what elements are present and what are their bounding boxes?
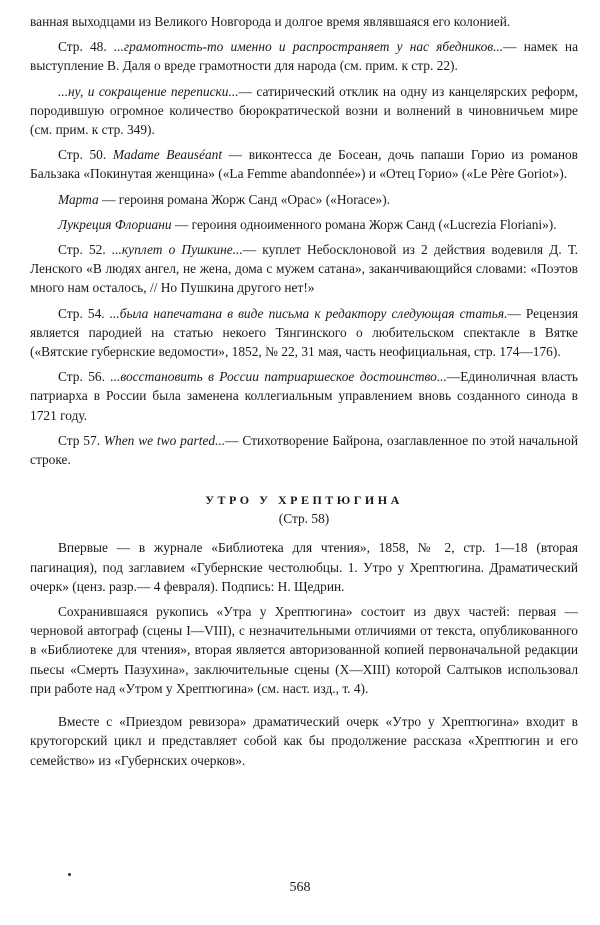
section-paragraph-3: Вместе с «Приездом ревизора» драматический очерк «Утро у Хрептюгина» входит в крутогорский цикл и представляет собой как бы продолжение рассказа «Хрептюгин и его семейство» из «Губернских очерков».	[30, 714, 578, 768]
note-p50-b: Марта — героиня романа Жорж Санд «Орас» («Horace»).	[58, 191, 391, 207]
page-number: 568	[289, 880, 311, 895]
note-p56: Стр. 56. ...восстановить в России патриаршеское достоинство...—Единоличная власть патриарха в России была заменена коллегиальным управлением вновь созданного синода в 1721 году.	[30, 369, 578, 423]
note-p50-c: Лукреция Флориани — героиня одноименного романа Жорж Санд («Lucrezia Floriani»).	[58, 216, 557, 232]
ink-dot	[68, 873, 71, 876]
section-title: УТРО У ХРЕПТЮГИНА	[205, 493, 403, 508]
note-p50: Стр. 50. Madame Beauséant — виконтесса де Босеан, дочь папаши Горио из романов Бальзака «Покинутая женщина» («La Femme abandonnée») и «Отец Горио» («Le Père Goriot»).	[30, 147, 578, 182]
document-page	[30, 12, 578, 770]
note-p48: Стр. 48. ...грамотность-то именно и распространяет у нас ябедников...— намек на выступление В. Даля о вреде грамотности для народа (см. прим. к стр. 22).	[30, 39, 579, 74]
paragraph-continuation: ванная выходцами из Великого Новгорода и долгое время являвшаяся его колонией.	[30, 14, 511, 29]
note-p48-b: ...ну, и сокращение переписки...— сатирический отклик на одну из канцелярских реформ, породившую огромное количество бюрократической возни и волнений в чиновничьем мире (см. прим. к стр. 349).	[30, 83, 578, 138]
section-paragraph-2: Сохранившаяся рукопись «Утра у Хрептюгина» состоит из двух частей: первая — черновой автограф (сцены I—VIII), с незначительными отличиями от текста, опубликованного в «Библиотеке для чтения», вторая является авторизованной копией первоначальной редакции пьесы «Смерть Пазухина», заключительные сцены (X—XIII) которой Салтыков использовал при работе над «Утром у Хрептюгина» (см. наст. изд., т. 4).	[30, 604, 578, 696]
section-subtitle: (Стр. 58)	[278, 511, 330, 527]
section-paragraph-1: Впервые — в журнале «Библиотека для чтения», 1858, № 2, стр. 1—18 (вторая пагинация), под заглавием «Губернские честолюбцы. 1. Утро у Хрептюгина. Драматический очерк» (ценз. разр.— 4 февраля). Подпись: Н. Щедрин.	[30, 540, 578, 594]
note-p52: Стр. 52. ...куплет о Пушкине...— куплет Небосклоновой из 2 действия водевиля Д. Т. Ленского «В людях ангел, не жена, дома с мужем сатана», заканчивающийся словами: «Поэтов много нам осталось, // Но Пушкина другого нет!»	[30, 242, 578, 296]
note-p54: Стр. 54. ...была напечатана в виде письма к редактору следующая статья.— Рецензия является пародией на статью некоего Тянгинского о любительском спектакле в Вятке («Вятские губернские ведомости», 1852, № 22, 31 мая, часть неофициальная, стр. 174—176).	[30, 305, 579, 360]
note-p57: Стр 57. When we two parted...— Стихотворение Байрона, озаглавленное по этой начальной строке.	[30, 432, 578, 468]
